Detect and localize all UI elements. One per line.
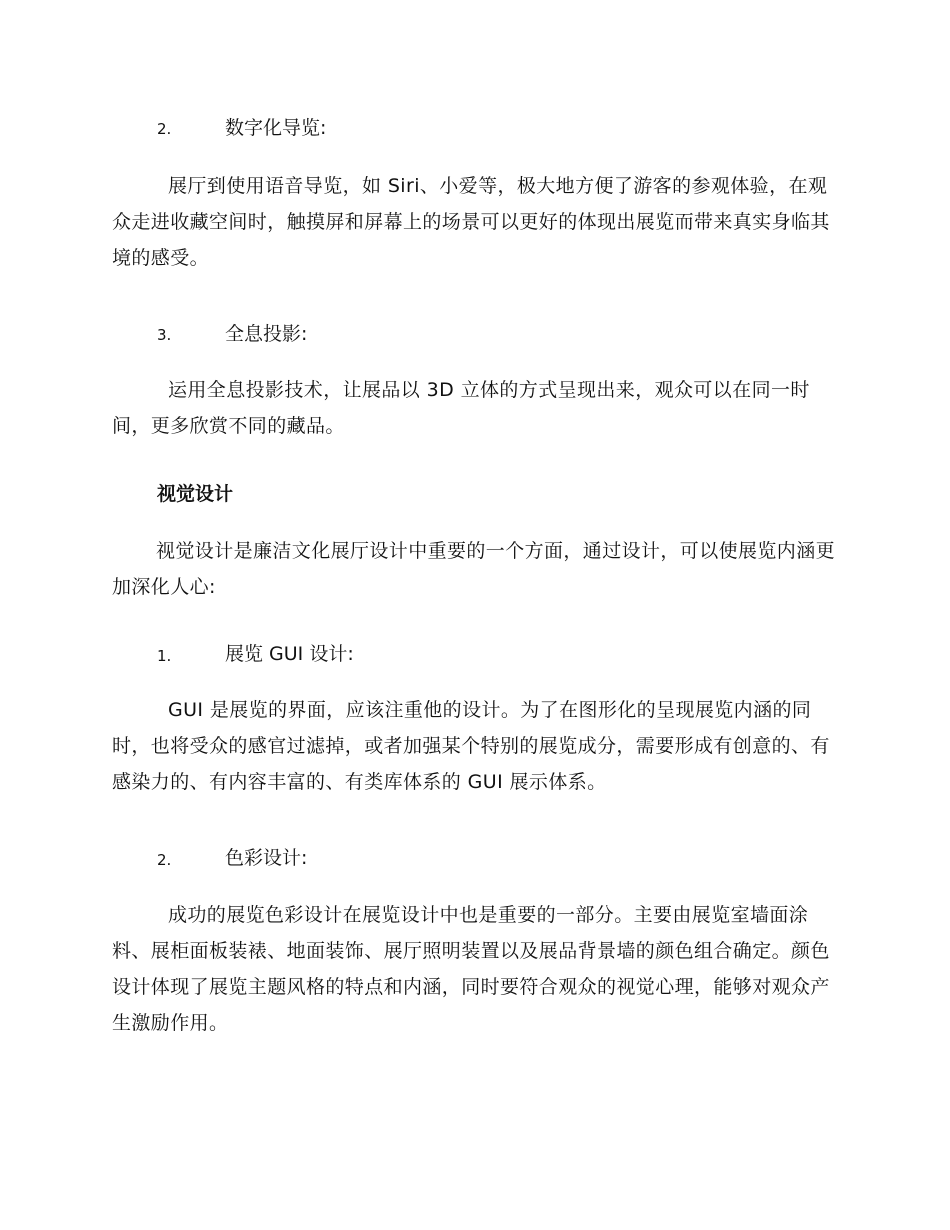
paragraph: 展厅到使用语音导览，如 Siri、小爱等，极大地方便了游客的参观体验，在观众走进收藏空间时，触摸屏和屏幕上的场景可以更好的体现出展览而带来真实身临其境的感受。 (112, 175, 830, 269)
list-item-title: 数字化导览: (225, 117, 327, 139)
paragraph: 运用全息投影技术，让展品以 3D 立体的方式呈现出来，观众可以在同一时间，更多欣赏不同的藏品。 (112, 379, 810, 437)
list-item-title: 全息投影: (225, 323, 308, 345)
list-number: 3. (157, 326, 172, 344)
list-number: 1. (157, 647, 172, 665)
list-number: 2. (157, 120, 172, 138)
list-item-title: 展览 GUI 设计: (225, 643, 354, 665)
paragraph: 成功的展览色彩设计在展览设计中也是重要的一部分。主要由展览室墙面涂料、展柜面板装裱、地面装饰、展厅照明装置以及展品背景墙的颜色组合确定。颜色设计体现了展览主题风格的特点和内涵，同时要符合观众的视觉心理，能够对观众产生激励作用。 (112, 904, 830, 1034)
section-heading: 视觉设计 (157, 483, 234, 505)
list-item-title: 色彩设计: (225, 847, 308, 869)
list-number: 2. (157, 851, 172, 869)
paragraph: 视觉设计是廉洁文化展厅设计中重要的一个方面，通过设计，可以使展览内涵更加深化人心: (112, 540, 836, 598)
paragraph: GUI 是展览的界面，应该注重他的设计。为了在图形化的呈现展览内涵的同时，也将受众的感官过滤掉，或者加强某个特别的展览成分，需要形成有创意的、有感染力的、有内容丰富的、有类库体系的 GUI 展示体系。 (112, 699, 830, 793)
